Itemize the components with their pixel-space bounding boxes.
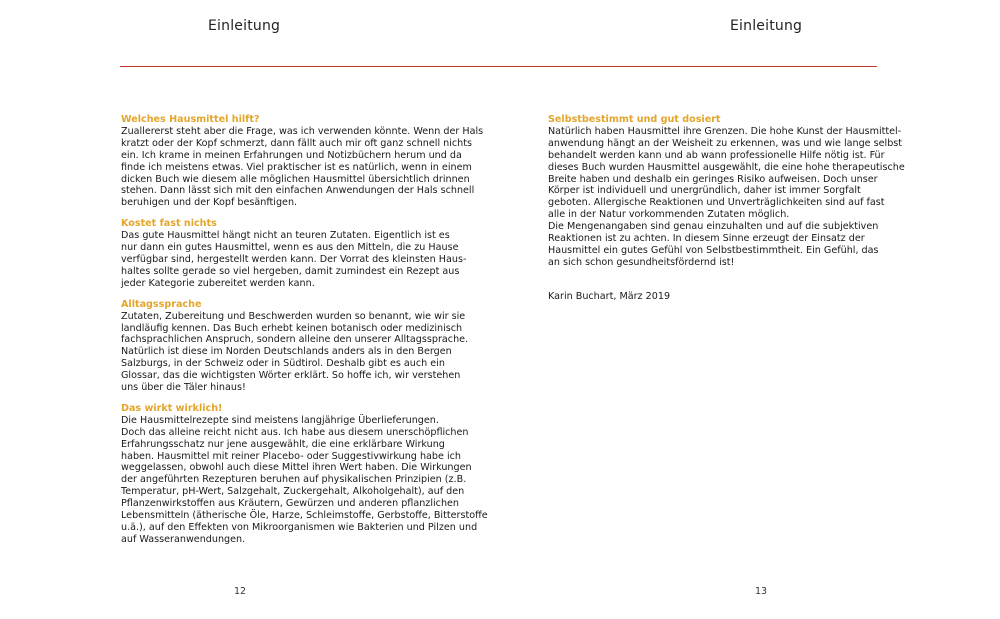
- section-heading: Welches Hausmittel hilft?: [121, 114, 260, 125]
- text-line: u.ä.), auf den Effekten von Mikroorganismen wie Bakterien und Pilzen und: [121, 522, 478, 533]
- text-line: weggelassen, obwohl auch diese Mittel ihren Wert haben. Die Wirkungen: [121, 462, 472, 474]
- text-line: alle in der Natur vorkommenden Zutaten möglich.: [548, 209, 790, 221]
- section-heading: Das wirkt wirklich!: [121, 402, 223, 414]
- page-number: 13: [755, 586, 768, 597]
- section: [121, 114, 484, 209]
- text-line: an sich schon gesundheitsfördernd ist!: [548, 256, 735, 268]
- author-signature: Karin Buchart, März 2019: [548, 290, 671, 302]
- running-head: Einleitung: [730, 18, 803, 34]
- text-line: Zutaten, Zubereitung und Beschwerden wurden so benannt, wie wir sie: [121, 310, 466, 322]
- section-heading: Kostet fast nichts: [121, 218, 217, 230]
- text-line: ein. Ich krame in meinen Erfahrungen und Notizbüchern herum und da: [121, 149, 462, 161]
- text-line: haben. Hausmittel mit reiner Placebo- oder Suggestivwirkung habe ich: [121, 450, 461, 462]
- text-line: Natürlich haben Hausmittel ihre Grenzen. Die hohe Kunst der Hausmittel-: [548, 125, 902, 137]
- page-number: 12: [234, 586, 247, 597]
- text-line: beruhigen und der Kopf besänftigen.: [121, 197, 298, 209]
- text-line: Doch das alleine reicht nicht aus. Ich habe aus diesem unerschöpflichen: [121, 426, 469, 438]
- text-line: Glossar, das die wichtigsten Wörter erklärt. So hoffe ich, wir verstehen: [121, 370, 461, 382]
- text-line: stehen. Dann lässt sich mit den einfachen Anwendungen der Hals schnell: [121, 185, 475, 197]
- header-rule: [500, 66, 877, 67]
- text-line: Salzburgs, in der Schweiz oder in Südtirol. Deshalb gibt es auch ein: [121, 358, 445, 370]
- text-line: behandelt werden kann und ab wann professionelle Hilfe nötig ist. Für: [548, 149, 885, 161]
- text-line: Zuallererst steht aber die Frage, was ich verwenden könnte. Wenn der Hals: [121, 125, 484, 137]
- text-line: Hausmittel ein gutes Gefühl von Selbstbestimmtheit. Ein Gefühl, das: [548, 244, 879, 256]
- text-line: Lebensmitteln (ätherische Öle, Harze, Schleimstoffe, Gerbstoffe, Bitterstoffe: [121, 510, 488, 522]
- section: [121, 218, 467, 289]
- text-line: kratzt oder der Kopf schmerzt, dann fällt auch mir oft ganz schnell nichts: [121, 137, 473, 149]
- text-line: Die Hausmittelrezepte sind meistens langjährige Überlieferungen.: [121, 414, 439, 426]
- header-rule: [120, 66, 500, 67]
- text-line: der angeführten Rezepturen beruhen auf physikalischen Prinzipien (z.B.: [121, 474, 467, 486]
- text-line: landläufig kennen. Das Buch erhebt keinen botanisch oder medizinisch: [121, 322, 463, 334]
- text-line: jeder Kategorie zubereitet werden kann.: [121, 277, 315, 289]
- text-line: Körper ist individuell und unergründlich, daher ist immer Sorgfalt: [548, 185, 861, 197]
- running-head: Einleitung: [208, 18, 281, 34]
- text-line: uns über die Täler hinaus!: [121, 382, 246, 394]
- text-line: Das gute Hausmittel hängt nicht an teuren Zutaten. Eigentlich ist es: [121, 230, 450, 242]
- right-page: [500, 0, 1000, 619]
- text-line: Die Mengenangaben sind genau einzuhalten und auf die subjektiven: [548, 221, 879, 233]
- text-line: Erfahrungsschatz nur jene ausgewählt, die eine erklärbare Wirkung: [121, 438, 445, 450]
- text-line: geboten. Allergische Reaktionen und Unverträglichkeiten sind auf fast: [548, 197, 885, 209]
- section: [121, 298, 469, 394]
- text-line: verfügbar sind, hergestellt werden kann. Der Vorrat des kleinsten Haus-: [121, 253, 467, 265]
- text-line: dicken Buch wie diesem alle möglichen Hausmittel übersichtlich drinnen: [121, 173, 470, 185]
- text-line: Natürlich ist diese im Norden Deutschlands anders als in den Bergen: [121, 346, 452, 358]
- text-line: Reaktionen ist zu achten. In diesem Sinne erzeugt der Einsatz der: [548, 233, 865, 245]
- text-line: auf Wasseranwendungen.: [121, 533, 246, 545]
- section-heading: Alltagssprache: [121, 298, 202, 310]
- text-line: Temperatur, pH-Wert, Salzgehalt, Zuckergehalt, Alkoholgehalt), auf den: [121, 486, 465, 498]
- text-line: nur dann ein gutes Hausmittel, wenn es aus den Mitteln, die zu Hause: [121, 242, 459, 254]
- body-text-column: [548, 114, 905, 303]
- text-line: fachsprachlichen Anspruch, sondern alleine den unserer Alltagssprache.: [121, 334, 469, 346]
- section: [121, 402, 488, 546]
- body-text-column: [121, 114, 488, 555]
- text-line: Breite haben und deshalb ein geringes Risiko aufweisen. Doch unser: [548, 173, 878, 185]
- text-line: dieses Buch wurden Hausmittel ausgewählt, die eine hohe therapeutische: [548, 161, 905, 173]
- text-line: Pflanzenwirkstoffen aus Kräutern, Gewürzen und anderen pflanzlichen: [121, 498, 460, 510]
- section-heading: Selbstbestimmt und gut dosiert: [548, 114, 721, 125]
- text-line: anwendung hängt an der Weisheit zu erkennen, was und wie lange selbst: [548, 137, 903, 149]
- section: [548, 114, 905, 269]
- text-line: haltes sollte gerade so viel hergeben, damit zumindest ein Rezept aus: [121, 265, 460, 277]
- text-line: finde ich meistens etwas. Viel praktischer ist es natürlich, wenn in einem: [121, 161, 472, 173]
